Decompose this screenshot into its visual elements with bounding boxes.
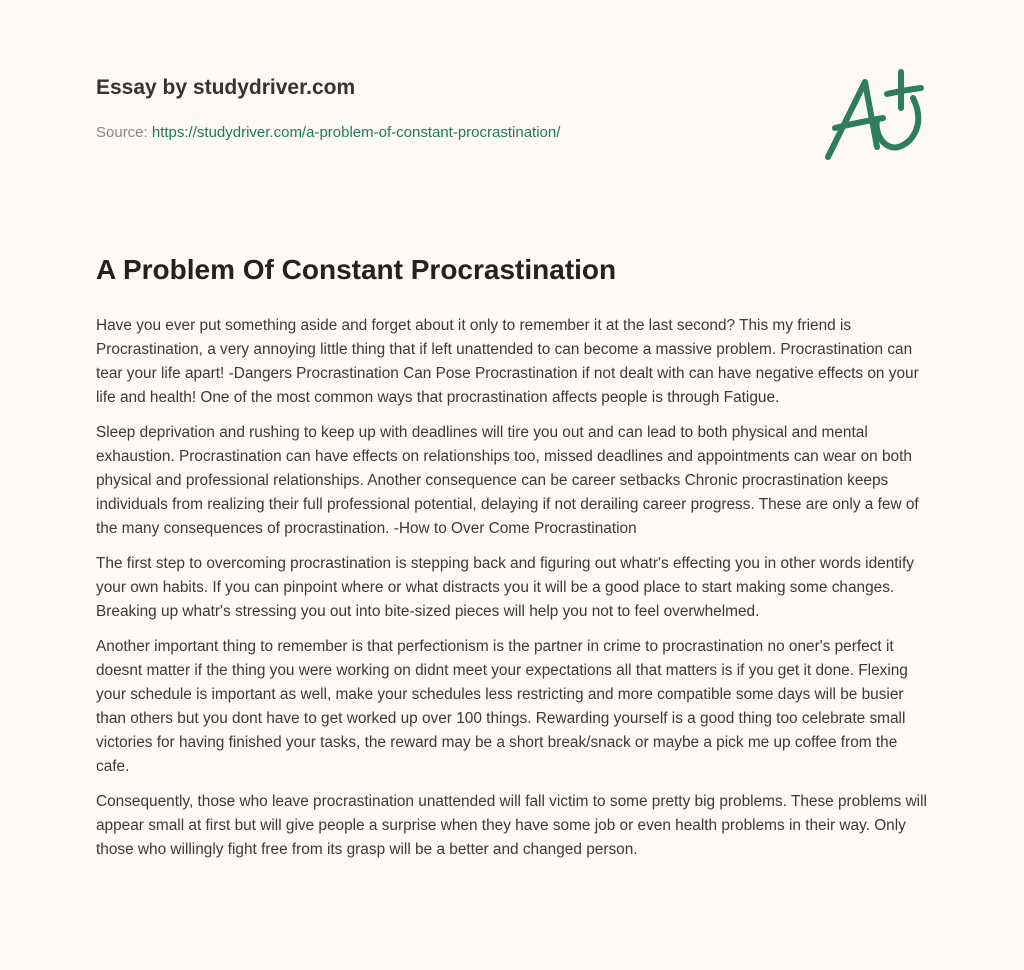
- site-title: Essay by studydriver.com: [96, 76, 356, 99]
- source-link[interactable]: https://studydriver.com/a-problem-of-constant-procrastination/: [151, 124, 561, 141]
- a-plus-logo-icon: [815, 62, 935, 177]
- paragraph: Sleep deprivation and rushing to keep up with deadlines will tire you out and can lead to both physical and mental exhaustion. Procrastination can have effects on relationships too, missed deadlines and appointments can wear on both physical and professional relationships. Another consequence can be career setbacks Chronic procrastination keeps individuals from realizing their full professional potential, delaying if not derailing career progress. These are only a few of the many consequences of procrastination. -How to Over Come Procrastination: [96, 424, 919, 537]
- source-label: Source:: [96, 124, 148, 141]
- paragraph: Have you ever put something aside and forget about it only to remember it at the last second? This my friend is Procrastination, a very annoying little thing that if left unattended to can become a massive problem. Procrastination can tear your life apart! -Dangers Procrastination Can Pose Procrastination if not dealt with can have negative effects on your life and health! One of the most common ways that procrastination affects people is through Fatigue.: [96, 317, 919, 406]
- paragraph: Another important thing to remember is that perfectionism is the partner in crime to procrastination no oner's perfect it doesnt matter if the thing you were working on didnt meet your expectations all that matters is if you get it done. Flexing your schedule is important as well, make your schedules less restricting and more compatible some days will be busier than others but you dont have to get worked up over 100 things. Rewarding yourself is a good thing too celebrate small victories for having finished your tasks, the reward may be a short break/snack or maybe a pick me up coffee from the cafe.: [96, 638, 908, 775]
- essay-body: [96, 314, 930, 873]
- source-line: [96, 124, 560, 141]
- paragraph: The first step to overcoming procrastination is stepping back and figuring out whatr's effecting you in other words identify your own habits. If you can pinpoint where or what distracts you it will be a good place to start making some changes. Breaking up whatr's stressing you out into bite-sized pieces will help you not to feel overwhelmed.: [96, 555, 914, 620]
- essay-title: A Problem Of Constant Procrastination: [96, 254, 617, 285]
- paragraph: Consequently, those who leave procrastination unattended will fall victim to some pretty big problems. These problems will appear small at first but will give people a surprise when they have some job or even health problems in their way. Only those who willingly fight free from its grasp will be a better and changed person.: [96, 793, 927, 858]
